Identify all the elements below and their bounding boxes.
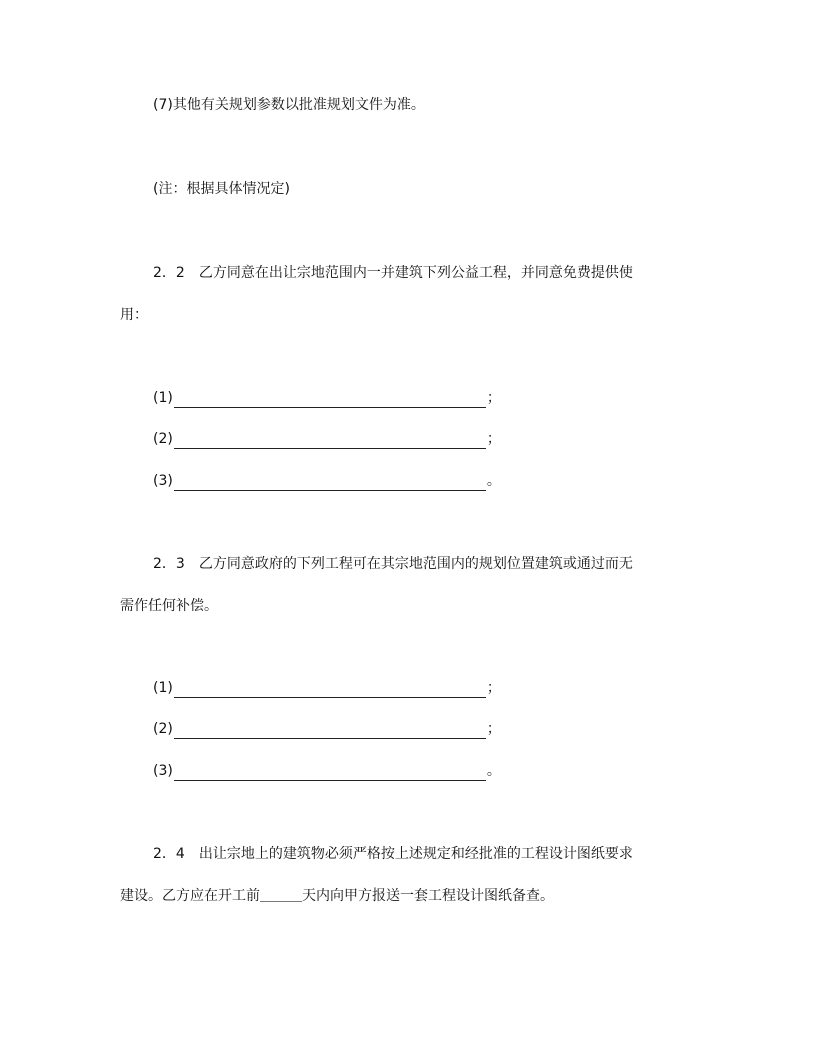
list-item-a-3 bbox=[153, 471, 501, 491]
list-item-label: (3) bbox=[153, 763, 173, 779]
paragraph-2-4-line-2: 建设。乙方应在开工前＿＿＿天内向甲方报送一套工程设计图纸备查。 bbox=[120, 888, 554, 904]
blank-line bbox=[174, 392, 486, 408]
list-item-a-1 bbox=[153, 388, 501, 408]
list-item-end: ； bbox=[486, 390, 501, 406]
paragraph-2-2-line-2: 用： bbox=[120, 307, 148, 323]
list-item-label: (1) bbox=[153, 390, 173, 406]
list-item-label: (2) bbox=[153, 431, 173, 447]
list-item-end: ； bbox=[486, 721, 501, 737]
list-item-end: 。 bbox=[486, 763, 501, 779]
list-item-b-3 bbox=[153, 761, 501, 781]
paragraph-2-3-line-1: 2．3 乙方同意政府的下列工程可在其宗地范围内的规划位置建筑或通过而无 bbox=[153, 556, 633, 572]
list-item-label: (3) bbox=[153, 473, 173, 489]
blank-line bbox=[174, 682, 486, 698]
blank-line bbox=[174, 723, 486, 739]
paragraph-param-7: (7)其他有关规划参数以批准规划文件为准。 bbox=[153, 97, 425, 113]
paragraph-2-2-line-1: 2．2 乙方同意在出让宗地范围内一并建筑下列公益工程，并同意免费提供使 bbox=[153, 265, 633, 281]
list-item-b-1 bbox=[153, 678, 501, 698]
paragraph-2-3-line-2: 需作任何补偿。 bbox=[120, 598, 218, 614]
blank-line bbox=[174, 765, 486, 781]
list-item-end: ； bbox=[486, 680, 501, 696]
blank-line bbox=[174, 475, 486, 491]
list-item-label: (2) bbox=[153, 721, 173, 737]
list-item-end: ； bbox=[486, 431, 501, 447]
blank-line bbox=[174, 433, 486, 449]
paragraph-note: (注：根据具体情况定) bbox=[153, 181, 290, 197]
list-item-b-2 bbox=[153, 719, 501, 739]
list-item-label: (1) bbox=[153, 680, 173, 696]
paragraph-2-4-line-1: 2．4 出让宗地上的建筑物必须严格按上述规定和经批准的工程设计图纸要求 bbox=[153, 846, 633, 862]
list-item-a-2 bbox=[153, 429, 501, 449]
list-item-end: 。 bbox=[486, 473, 501, 489]
